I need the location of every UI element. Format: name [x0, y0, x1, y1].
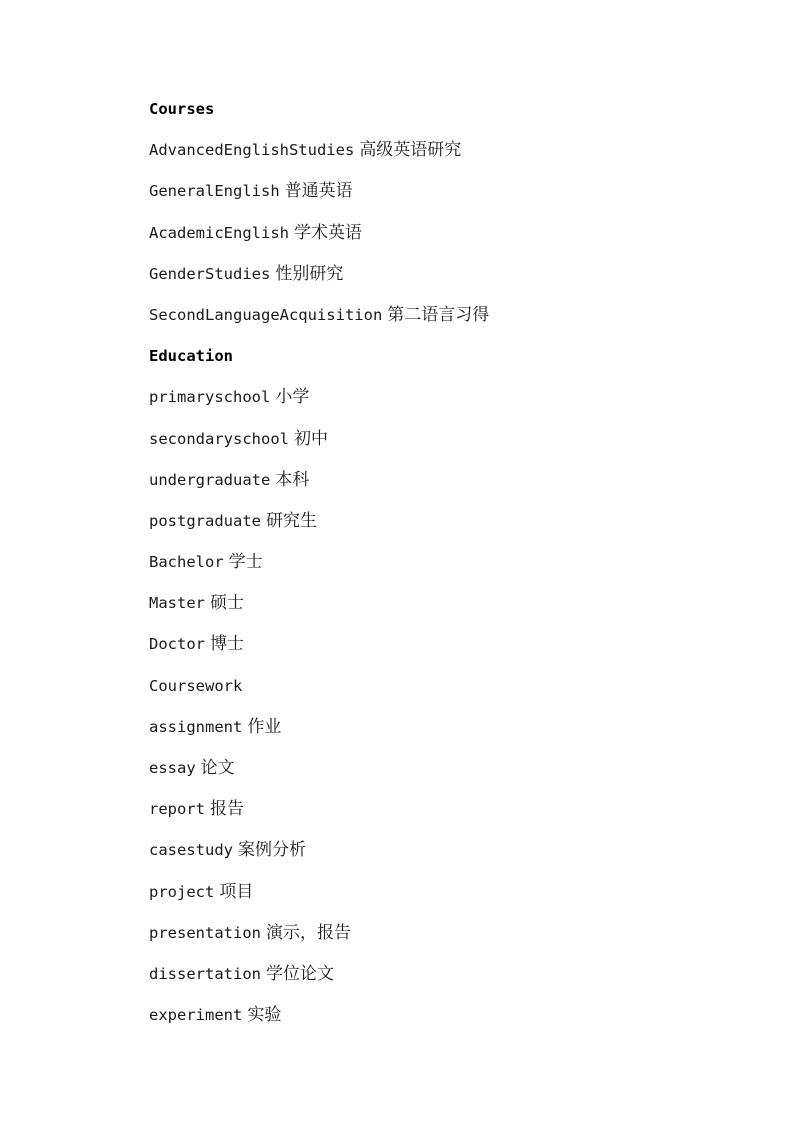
entry-term: casestudy — [149, 841, 233, 860]
entry-translation: 硕士 — [210, 593, 244, 614]
entry-translation: 论文 — [200, 758, 235, 778]
entry-term: postgraduate — [149, 511, 261, 530]
glossary-entry — [149, 384, 749, 425]
glossary-entry — [149, 137, 749, 178]
glossary-entry — [149, 178, 749, 219]
glossary-entry — [149, 673, 749, 714]
entry-translation: 性别研究 — [275, 263, 344, 284]
entry-term: undergraduate — [149, 470, 271, 489]
entry-translation: 演示，报告 — [265, 922, 351, 943]
heading-text: Courses — [149, 100, 215, 118]
section-heading-education — [149, 343, 749, 384]
entry-translation: 本科 — [275, 469, 310, 490]
entry-translation: 博士 — [210, 634, 244, 655]
entry-term: secondaryschool — [149, 429, 289, 448]
entry-translation: 项目 — [219, 881, 254, 902]
entry-translation: 作业 — [247, 716, 282, 737]
entry-term: AcademicEnglish — [149, 223, 289, 242]
glossary-entry — [149, 961, 749, 1002]
entry-translation: 学位论文 — [265, 963, 334, 984]
entry-term: experiment — [149, 1006, 243, 1025]
glossary-entry — [149, 220, 749, 261]
glossary-entry — [149, 508, 749, 549]
entry-term: project — [149, 882, 215, 901]
entry-term: SecondLanguageAcquisition — [149, 305, 383, 324]
glossary-entry — [149, 796, 749, 837]
entry-term: GeneralEnglish — [149, 182, 280, 201]
entry-translation: 研究生 — [265, 510, 317, 531]
glossary-entry — [149, 467, 749, 508]
glossary-entry — [149, 714, 749, 755]
entry-term: Bachelor — [149, 553, 224, 572]
entry-term: assignment — [149, 717, 243, 736]
entry-translation: 实验 — [247, 1005, 282, 1026]
glossary-entry — [149, 837, 749, 878]
entry-translation: 案例分析 — [238, 840, 306, 861]
entry-term: GenderStudies — [149, 264, 271, 283]
entry-translation: 学士 — [228, 552, 263, 573]
entry-term: Doctor — [149, 635, 205, 654]
entry-term: AdvancedEnglishStudies — [149, 141, 355, 160]
entry-term: presentation — [149, 923, 261, 942]
heading-text: Education — [149, 347, 233, 366]
entry-translation: 小学 — [275, 387, 310, 408]
entry-translation: 初中 — [293, 428, 328, 449]
entry-term: primaryschool — [149, 388, 271, 407]
glossary-entry — [149, 755, 749, 796]
entry-translation: 报告 — [210, 799, 244, 820]
entry-term: Coursework — [149, 676, 243, 695]
glossary-entry — [149, 1002, 749, 1043]
entry-term: Master — [149, 594, 205, 613]
section-heading-courses — [149, 96, 749, 137]
glossary-entry — [149, 261, 749, 302]
glossary-entry — [149, 920, 749, 961]
glossary-entry — [149, 590, 749, 631]
entry-translation: 学术英语 — [293, 222, 362, 243]
glossary-entry — [149, 631, 749, 672]
entry-translation: 普通英语 — [284, 181, 353, 202]
glossary-entry — [149, 302, 749, 343]
entry-term: dissertation — [149, 964, 261, 983]
glossary-entry — [149, 426, 749, 467]
glossary-entry — [149, 549, 749, 590]
document-body — [149, 96, 749, 1043]
entry-term: essay — [149, 759, 196, 777]
entry-term: report — [149, 800, 205, 819]
entry-translation: 高级英语研究 — [359, 140, 462, 161]
glossary-entry — [149, 879, 749, 920]
entry-translation: 第二语言习得 — [387, 304, 490, 325]
